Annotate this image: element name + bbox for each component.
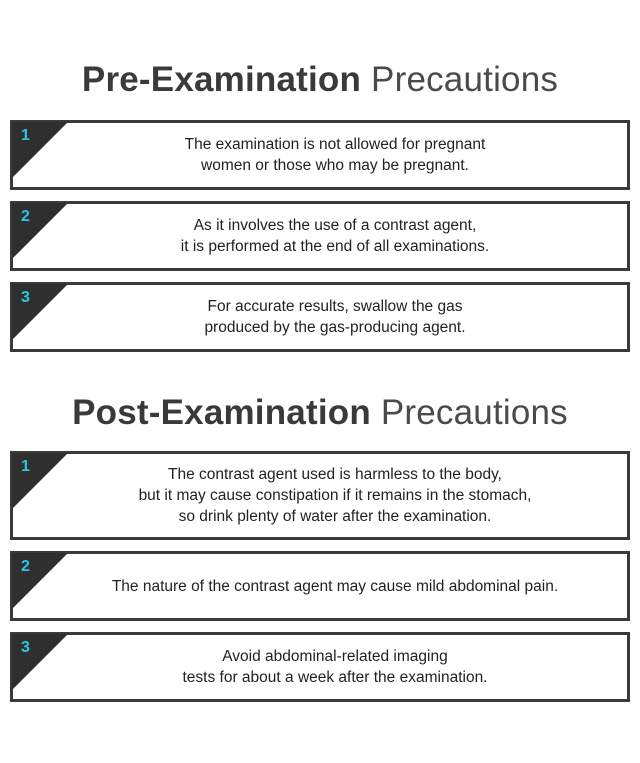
post-examination-title [0,393,640,433]
pre-title-bold: Pre-Examination [81,60,362,99]
item-number: 3 [21,289,30,306]
item-number: 1 [21,458,30,475]
post-title-bold: Post-Examination [72,393,371,432]
post-precaution-card-2 [10,551,630,621]
post-precaution-card-3 [10,632,630,702]
post-title-light: Precautions [380,393,568,432]
precaution-text: The nature of the contrast agent may cause mild abdominal pain. [111,577,559,595]
precaution-text: As it involves the use of a contrast agent, it is performed at the end of all examinations. [180,217,490,255]
post-precaution-card-1 [10,451,630,540]
pre-precaution-card-2 [10,201,630,271]
precaution-text: The contrast agent used is harmless to the body, but it may cause constipation if it remains in the stomach, so drink plenty of water after the examination. [138,466,532,525]
pre-precaution-card-3 [10,282,630,352]
item-number: 2 [21,558,30,575]
pre-precaution-card-1 [10,120,630,190]
pre-examination-title [0,60,640,100]
precaution-text: For accurate results, swallow the gas produced by the gas-producing agent. [204,298,466,336]
pre-title-light: Precautions [371,60,559,99]
item-number: 1 [21,127,30,144]
item-number: 3 [21,639,30,656]
precaution-text: Avoid abdominal-related imaging tests for about a week after the examination. [182,648,488,686]
precaution-text: The examination is not allowed for pregnant women or those who may be pregnant. [184,136,486,174]
item-number: 2 [21,208,30,225]
